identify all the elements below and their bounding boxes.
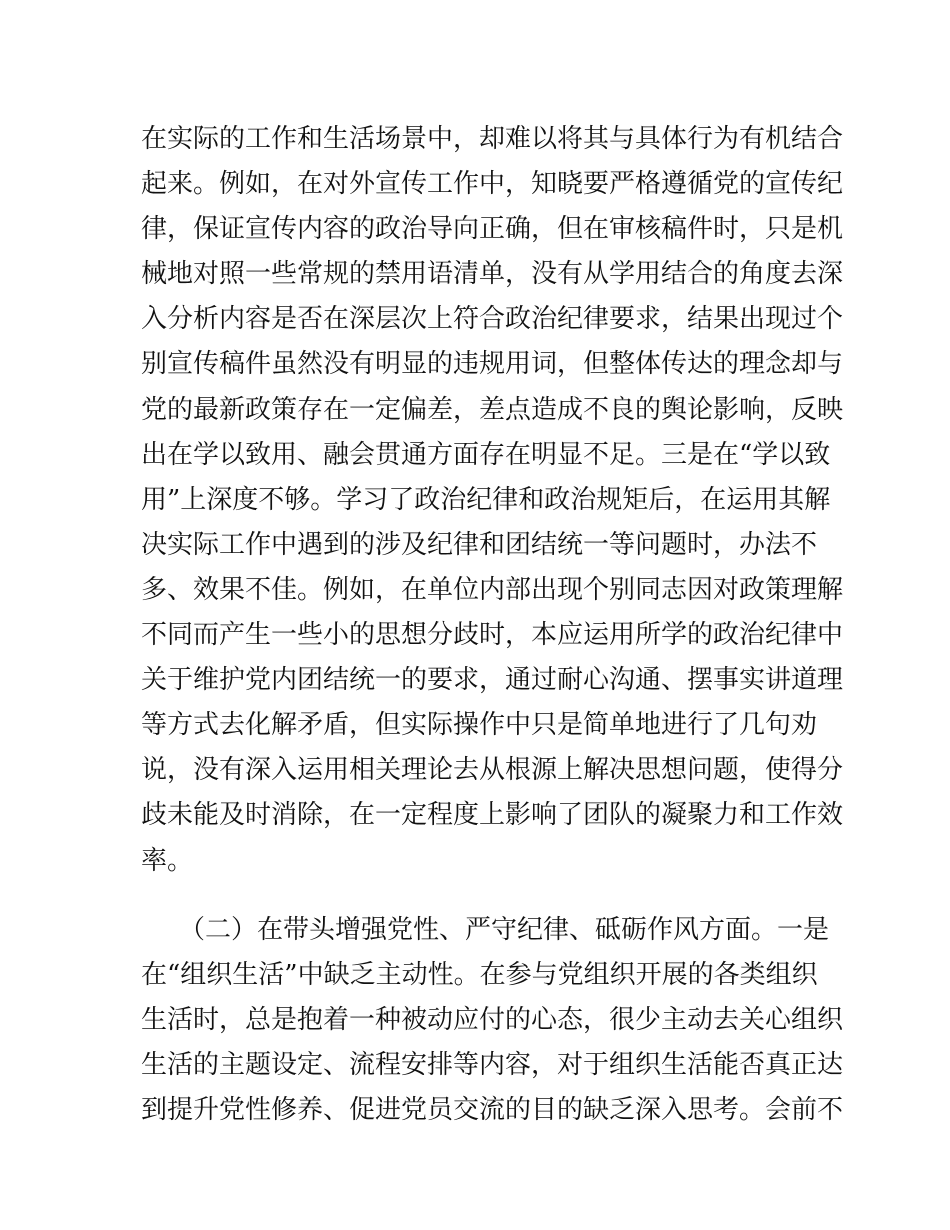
- text-line: 率。: [141, 845, 194, 876]
- text-line: 入分析内容是否在深层次上符合政治纪律要求，结果出现过个: [141, 304, 844, 335]
- document-body: [141, 117, 844, 1133]
- text-line: 歧未能及时消除，在一定程度上影响了团队的凝聚力和工作效: [141, 800, 844, 831]
- text-line: 起来。例如，在对外宣传工作中，知晓要严格遵循党的宣传纪: [141, 169, 844, 200]
- text-line: 在“组织生活”中缺乏主动性。在参与党组织开展的各类组织: [141, 959, 818, 990]
- text-line: 别宣传稿件虽然没有明显的违规用词，但整体传达的理念却与: [141, 349, 844, 380]
- text-line: 用”上深度不够。学习了政治纪律和政治规矩后，在运用其解: [141, 484, 831, 515]
- text-line: 等方式去化解矛盾，但实际操作中只是简单地进行了几句劝: [141, 710, 818, 741]
- paragraph-2: [141, 908, 844, 1133]
- text-line: 关于维护党内团结统一的要求，通过耐心沟通、摆事实讲道理: [141, 665, 844, 696]
- text-line: 不同而产生一些小的思想分歧时，本应运用所学的政治纪律中: [141, 620, 844, 651]
- text-line: 在实际的工作和生活场景中，却难以将其与具体行为有机结合: [141, 124, 844, 154]
- text-line: 党的最新政策存在一定偏差，差点造成不良的舆论影响，反映: [141, 394, 844, 425]
- text-line: 决实际工作中遇到的涉及纪律和团结统一等问题时，办法不: [141, 529, 818, 560]
- text-line: 律，保证宣传内容的政治导向正确，但在审核稿件时，只是机: [141, 214, 844, 245]
- text-line: 多、效果不佳。例如，在单位内部出现个别同志因对政策理解: [141, 574, 844, 605]
- text-line: 说，没有深入运用相关理论去从根源上解决思想问题，使得分: [141, 755, 844, 786]
- text-line: 生活的主题设定、流程安排等内容，对于组织生活能否真正达: [141, 1049, 844, 1080]
- text-line: 到提升党性修养、促进党员交流的目的缺乏深入思考。会前不: [141, 1094, 844, 1125]
- text-line: 生活时，总是抱着一种被动应付的心态，很少主动去关心组织: [141, 1004, 844, 1035]
- paragraph-gap: [141, 884, 813, 908]
- text-line: 械地对照一些常规的禁用语清单，没有从学用结合的角度去深: [141, 259, 844, 290]
- text-line: （二）在带头增强党性、严守纪律、砥砺作风方面。一是: [179, 914, 830, 945]
- paragraph-1: [141, 117, 844, 884]
- text-line: 出在学以致用、融会贯通方面存在明显不足。三是在“学以致: [141, 439, 831, 470]
